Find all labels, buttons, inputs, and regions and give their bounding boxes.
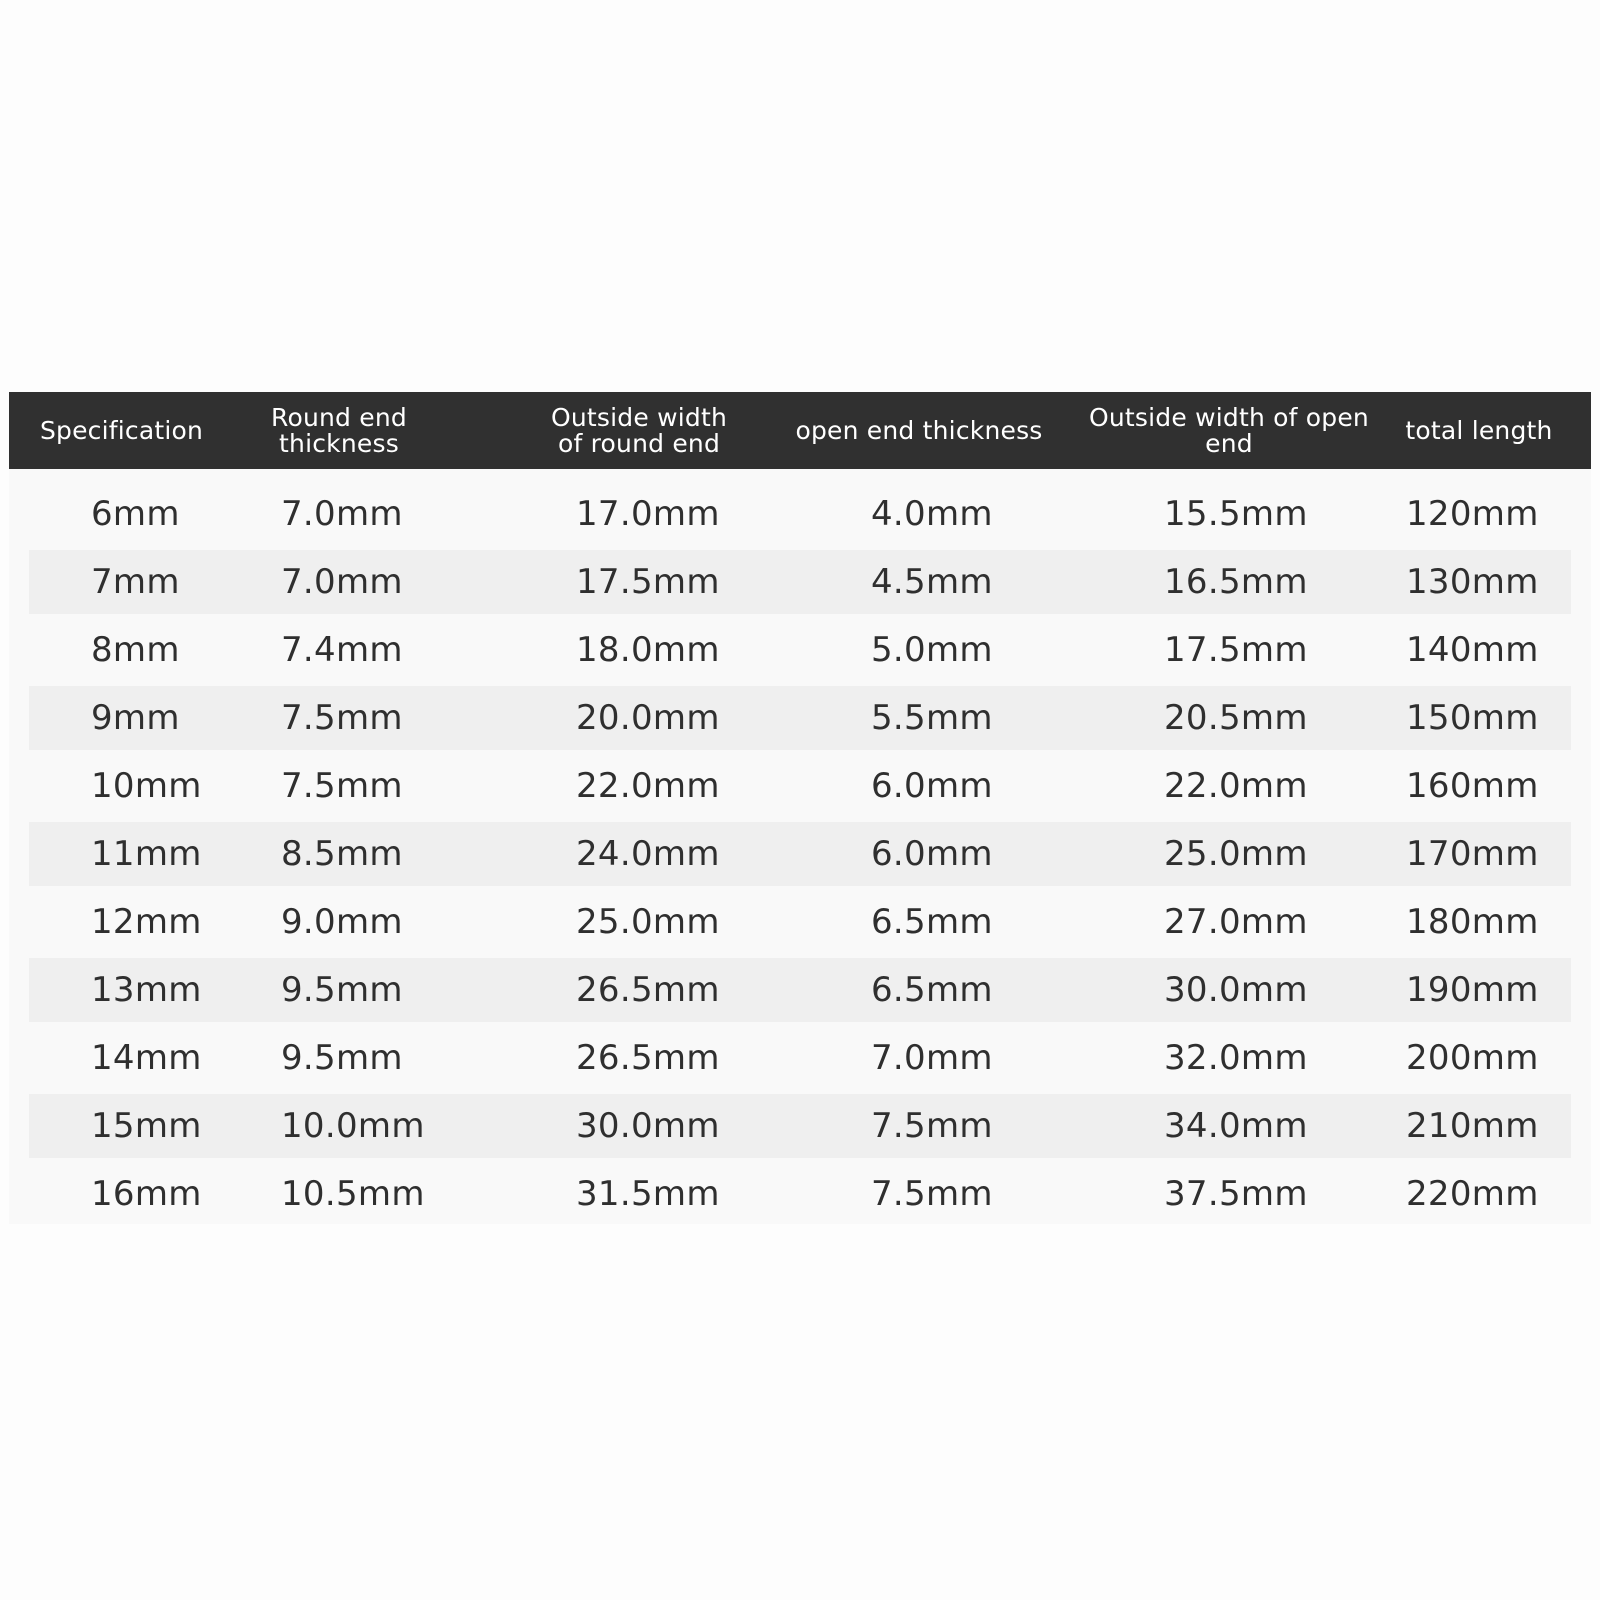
cell-total-length: 200mm bbox=[1406, 1038, 1539, 1078]
header-round-end-thickness: Round end thickness bbox=[271, 402, 407, 458]
cell-outside-width-round-end: 24.0mm bbox=[576, 834, 720, 874]
cell-outside-width-round-end: 17.5mm bbox=[576, 562, 720, 602]
cell-total-length: 170mm bbox=[1406, 834, 1539, 874]
table-body bbox=[9, 469, 1591, 1224]
cell-open-end-thickness: 7.0mm bbox=[871, 1038, 993, 1078]
cell-outside-width-open-end: 34.0mm bbox=[1164, 1106, 1308, 1146]
cell-specification: 7mm bbox=[91, 562, 180, 602]
cell-outside-width-round-end: 26.5mm bbox=[576, 1038, 720, 1078]
cell-total-length: 150mm bbox=[1406, 698, 1539, 738]
cell-outside-width-open-end: 20.5mm bbox=[1164, 698, 1308, 738]
table-row bbox=[29, 890, 1571, 954]
cell-round-end-thickness: 9.5mm bbox=[281, 1038, 403, 1078]
table-row bbox=[29, 1094, 1571, 1158]
cell-outside-width-round-end: 30.0mm bbox=[576, 1106, 720, 1146]
cell-round-end-thickness: 9.5mm bbox=[281, 970, 403, 1010]
table-header-row bbox=[9, 392, 1591, 469]
cell-outside-width-open-end: 32.0mm bbox=[1164, 1038, 1308, 1078]
cell-total-length: 180mm bbox=[1406, 902, 1539, 942]
header-total-length: total length bbox=[1405, 415, 1553, 445]
cell-total-length: 190mm bbox=[1406, 970, 1539, 1010]
cell-specification: 13mm bbox=[91, 970, 202, 1010]
cell-outside-width-round-end: 25.0mm bbox=[576, 902, 720, 942]
cell-total-length: 130mm bbox=[1406, 562, 1539, 602]
cell-specification: 8mm bbox=[91, 630, 180, 670]
cell-specification: 6mm bbox=[91, 494, 180, 534]
cell-total-length: 140mm bbox=[1406, 630, 1539, 670]
cell-specification: 12mm bbox=[91, 902, 202, 942]
cell-total-length: 120mm bbox=[1406, 494, 1539, 534]
header-outside-width-round-end: Outside width of round end bbox=[550, 402, 727, 458]
cell-round-end-thickness: 10.5mm bbox=[281, 1174, 425, 1214]
cell-outside-width-open-end: 22.0mm bbox=[1164, 766, 1308, 806]
table-row bbox=[29, 1162, 1571, 1226]
cell-open-end-thickness: 7.5mm bbox=[871, 1106, 993, 1146]
table-row bbox=[29, 686, 1571, 750]
cell-round-end-thickness: 7.0mm bbox=[281, 562, 403, 602]
table-row bbox=[29, 550, 1571, 614]
cell-outside-width-open-end: 17.5mm bbox=[1164, 630, 1308, 670]
cell-specification: 10mm bbox=[91, 766, 202, 806]
cell-round-end-thickness: 9.0mm bbox=[281, 902, 403, 942]
cell-outside-width-round-end: 22.0mm bbox=[576, 766, 720, 806]
cell-specification: 14mm bbox=[91, 1038, 202, 1078]
cell-outside-width-open-end: 16.5mm bbox=[1164, 562, 1308, 602]
cell-round-end-thickness: 10.0mm bbox=[281, 1106, 425, 1146]
cell-open-end-thickness: 6.0mm bbox=[871, 766, 993, 806]
cell-outside-width-open-end: 30.0mm bbox=[1164, 970, 1308, 1010]
cell-specification: 15mm bbox=[91, 1106, 202, 1146]
cell-round-end-thickness: 7.0mm bbox=[281, 494, 403, 534]
cell-outside-width-round-end: 17.0mm bbox=[576, 494, 720, 534]
cell-outside-width-open-end: 27.0mm bbox=[1164, 902, 1308, 942]
cell-round-end-thickness: 7.4mm bbox=[281, 630, 403, 670]
spec-table bbox=[9, 392, 1591, 1224]
table-row bbox=[29, 482, 1571, 546]
header-open-end-thickness: open end thickness bbox=[795, 415, 1043, 445]
cell-outside-width-round-end: 18.0mm bbox=[576, 630, 720, 670]
header-specification: Specification bbox=[39, 415, 204, 445]
cell-open-end-thickness: 5.5mm bbox=[871, 698, 993, 738]
cell-outside-width-open-end: 25.0mm bbox=[1164, 834, 1308, 874]
cell-open-end-thickness: 6.5mm bbox=[871, 970, 993, 1010]
table-row bbox=[29, 958, 1571, 1022]
cell-open-end-thickness: 6.5mm bbox=[871, 902, 993, 942]
table-row bbox=[29, 618, 1571, 682]
cell-round-end-thickness: 8.5mm bbox=[281, 834, 403, 874]
cell-open-end-thickness: 6.0mm bbox=[871, 834, 993, 874]
table-row bbox=[29, 822, 1571, 886]
cell-open-end-thickness: 4.5mm bbox=[871, 562, 993, 602]
cell-specification: 11mm bbox=[91, 834, 202, 874]
cell-outside-width-open-end: 15.5mm bbox=[1164, 494, 1308, 534]
cell-open-end-thickness: 5.0mm bbox=[871, 630, 993, 670]
cell-total-length: 210mm bbox=[1406, 1106, 1539, 1146]
cell-total-length: 160mm bbox=[1406, 766, 1539, 806]
header-outside-width-open-end: Outside width of open end bbox=[1089, 402, 1369, 458]
cell-outside-width-round-end: 31.5mm bbox=[576, 1174, 720, 1214]
table-row bbox=[29, 1026, 1571, 1090]
cell-specification: 16mm bbox=[91, 1174, 202, 1214]
cell-round-end-thickness: 7.5mm bbox=[281, 766, 403, 806]
cell-outside-width-open-end: 37.5mm bbox=[1164, 1174, 1308, 1214]
cell-open-end-thickness: 7.5mm bbox=[871, 1174, 993, 1214]
table-row bbox=[29, 754, 1571, 818]
cell-open-end-thickness: 4.0mm bbox=[871, 494, 993, 534]
cell-outside-width-round-end: 26.5mm bbox=[576, 970, 720, 1010]
cell-outside-width-round-end: 20.0mm bbox=[576, 698, 720, 738]
cell-specification: 9mm bbox=[91, 698, 180, 738]
cell-round-end-thickness: 7.5mm bbox=[281, 698, 403, 738]
cell-total-length: 220mm bbox=[1406, 1174, 1539, 1214]
